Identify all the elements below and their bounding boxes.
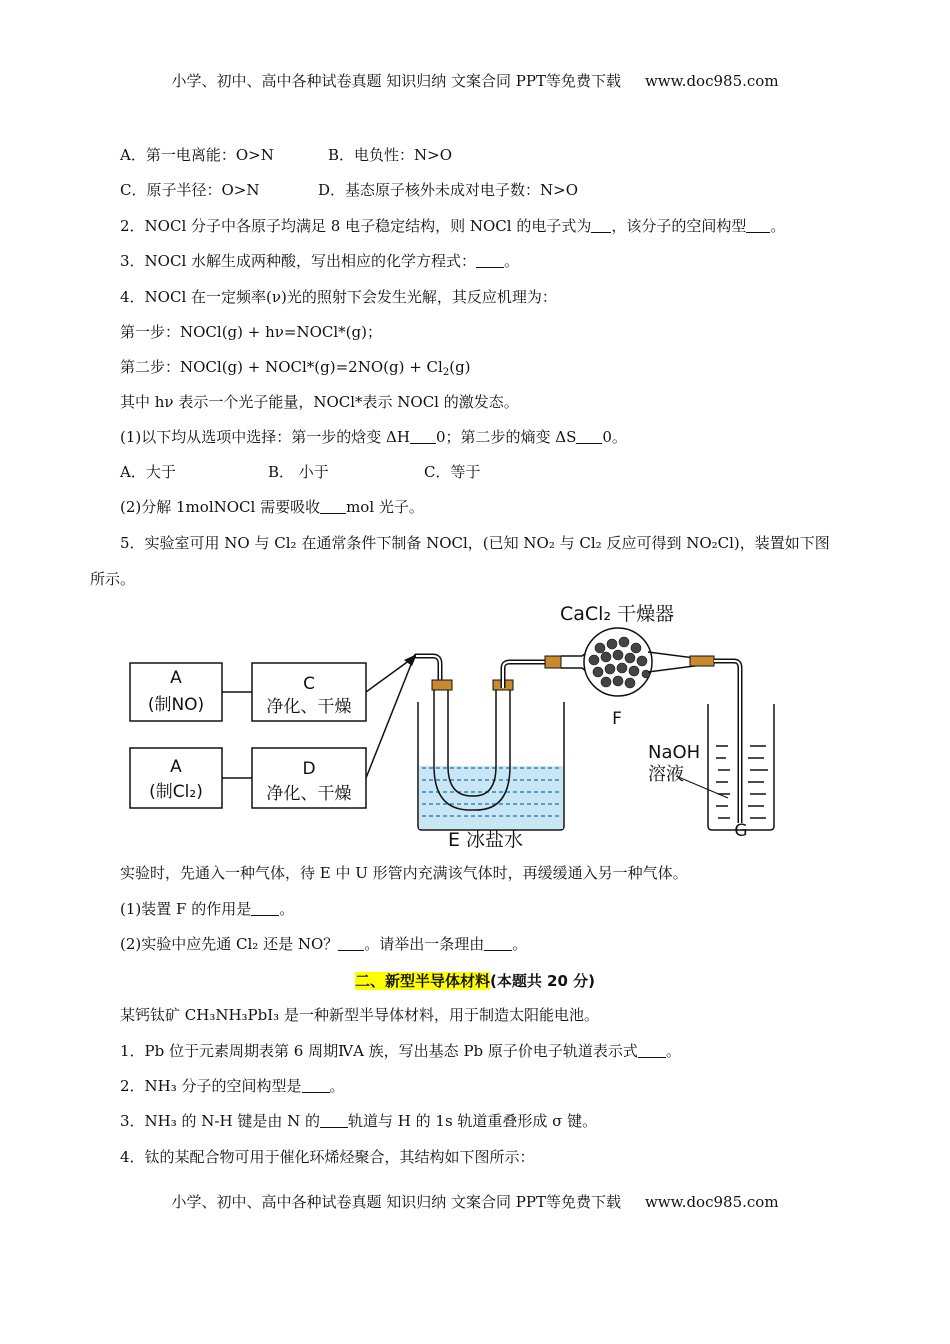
q4-sub2-text: (2)分解 1molNOCl 需要吸收 xyxy=(120,498,321,516)
q3-blank[interactable] xyxy=(476,253,504,268)
box-d-sublabel: 净化、干燥 xyxy=(266,784,352,804)
q5-sub1 xyxy=(120,899,294,919)
s2-q3-text: 轨道与 H 的 1s 轨道重叠形成 σ 键。 xyxy=(348,1112,598,1130)
s2-q3-text: 3．NH₃ 的 N-H 键是由 N 的 xyxy=(120,1112,321,1130)
arrow-d-e xyxy=(366,662,412,778)
s2-intro: 某钙钛矿 CH₃NH₃PbI₃ 是一种新型半导体材料，用于制造太阳能电池。 xyxy=(120,1006,599,1024)
q1-option-c: C．原子半径：O>N xyxy=(120,181,260,199)
q5-blank-reason[interactable] xyxy=(484,936,512,951)
q4-option-b: B． 小于 xyxy=(268,463,329,481)
cacl2-label: CaCl₂ 干燥器 xyxy=(560,603,675,625)
q4-option-a: A．大于 xyxy=(120,463,176,481)
q4-intro: 4．NOCl 在一定频率(ν)光的照射下会发生光解，其反应机理为： xyxy=(120,288,557,306)
q4-sub1-text: 0；第二步的熵变 ΔS xyxy=(435,428,577,446)
footer-site: www.doc985.com xyxy=(644,1193,779,1211)
q1-option-b: B．电负性：N>O xyxy=(328,146,453,164)
s2-q2-text: 2．NH₃ 分子的空间构型是 xyxy=(120,1077,302,1095)
s2-question-3 xyxy=(120,1111,597,1131)
q1-option-d: D．基态原子核外未成对电子数：N>O xyxy=(318,181,579,199)
q4-step2 xyxy=(120,357,471,377)
q5-blank-f[interactable] xyxy=(251,901,279,916)
s2-question-1 xyxy=(120,1041,681,1061)
q5-line2: 所示。 xyxy=(90,570,136,588)
stopper-f-outlet xyxy=(690,656,714,666)
s2-q3-blank[interactable] xyxy=(320,1113,348,1128)
question-2 xyxy=(120,216,785,236)
q4-note: 其中 hν 表示一个光子能量，NOCl*表示 NOCl 的激发态。 xyxy=(120,393,519,411)
label-f: F xyxy=(612,709,622,729)
q4-sub1-text: (1)以下均从选项中选择：第一步的焓变 ΔH xyxy=(120,428,410,446)
q2-text: 。 xyxy=(770,217,786,235)
q5-sub1-text: 。 xyxy=(279,900,295,918)
label-e: E 冰盐水 xyxy=(448,829,524,851)
label-g: G xyxy=(734,821,748,841)
s2-question-4: 4．钛的某配合物可用于催化环烯烃聚合，其结构如下图所示： xyxy=(120,1148,535,1166)
naoh-solution-label: 溶液 xyxy=(648,764,684,785)
q4-step2-text: (g) xyxy=(449,358,471,376)
q4-option-c: C．等于 xyxy=(424,463,481,481)
box-a-no-label: A xyxy=(170,668,182,688)
q4-sub2 xyxy=(120,497,424,517)
q5-sub2-text: 。请举出一条理由 xyxy=(364,935,485,953)
q2-blank-1[interactable] xyxy=(591,218,611,233)
arrow-c-e xyxy=(366,660,410,692)
stopper-f-inlet xyxy=(545,656,561,668)
page-footer xyxy=(0,1191,950,1212)
section-2-title xyxy=(0,970,950,991)
ice-salt-water xyxy=(419,766,563,829)
s2-q1-text: 1．Pb 位于元素周期表第 6 周期ⅣA 族，写出基态 Pb 原子价电子轨道表示式 xyxy=(120,1042,638,1060)
q4-sub1 xyxy=(120,427,627,447)
q4-step2-subscript: 2 xyxy=(442,367,450,378)
s2-q1-blank[interactable] xyxy=(638,1043,666,1058)
s2-question-2 xyxy=(120,1076,345,1096)
tube-to-g xyxy=(714,661,740,823)
q5-sub2-text: 。 xyxy=(512,935,528,953)
q5-line1: 5．实验室可用 NO 与 Cl₂ 在通常条件下制备 NOCl，(已知 NO₂ 与 Cl₂ 反应可得到 NO₂Cl)，装置如下图 xyxy=(120,534,830,552)
naoh-label: NaOH xyxy=(648,742,701,763)
box-c-sublabel: 净化、干燥 xyxy=(266,697,352,717)
q5-sub2 xyxy=(120,934,527,954)
q5-procedure: 实验时，先通入一种气体，待 E 中 U 形管内充满该气体时，再缓缓通入另一种气体。 xyxy=(120,864,688,882)
s2-q2-text: 。 xyxy=(329,1077,345,1095)
s2-q2-blank[interactable] xyxy=(302,1078,330,1093)
footer-text: 小学、初中、高中各种试卷真题 知识归纳 文案合同 PPT等免费下载 xyxy=(171,1193,621,1211)
box-a-cl2-label: A xyxy=(170,757,182,777)
q1-options-row1 xyxy=(120,145,452,165)
q4-sub2-text: mol 光子。 xyxy=(346,498,424,516)
q4-step2-text: 第二步：NOCl(g) + NOCl*(g)=2NO(g) + Cl xyxy=(120,358,443,376)
q4-blank-dh[interactable] xyxy=(410,429,436,444)
box-a-no-sublabel: (制NO) xyxy=(147,695,205,715)
q5-blank-gas[interactable] xyxy=(338,936,364,951)
stopper-left xyxy=(432,680,452,690)
page-header xyxy=(0,70,950,91)
q2-blank-2[interactable] xyxy=(746,218,770,233)
section-2-points: (本题共 20 分) xyxy=(489,972,596,990)
q2-text: 2．NOCl 分子中各原子均满足 8 电子稳定结构，则 NOCl 的电子式为 xyxy=(120,217,592,235)
question-3 xyxy=(120,251,519,271)
q4-sub1-text: 0。 xyxy=(602,428,627,446)
section-2-heading: 二、新型半导体材料 xyxy=(354,972,490,990)
header-text: 小学、初中、高中各种试卷真题 知识归纳 文案合同 PPT等免费下载 xyxy=(171,72,621,90)
q3-text: 3．NOCl 水解生成两种酸，写出相应的化学方程式： xyxy=(120,252,477,270)
box-d-label: D xyxy=(302,759,316,779)
header-site: www.doc985.com xyxy=(644,72,779,90)
q4-step1: 第一步：NOCl(g) + hν=NOCl*(g)； xyxy=(120,323,382,341)
q4-blank-ds[interactable] xyxy=(576,429,602,444)
q5-sub2-text: (2)实验中应先通 Cl₂ 还是 NO？ xyxy=(120,935,339,953)
q4-options xyxy=(120,462,480,482)
s2-q1-text: 。 xyxy=(665,1042,681,1060)
apparatus-diagram xyxy=(120,598,780,853)
q5-sub1-text: (1)装置 F 的作用是 xyxy=(120,900,252,918)
box-c-label: C xyxy=(303,674,315,694)
q1-option-a: A．第一电离能：O>N xyxy=(120,146,274,164)
q1-options-row2 xyxy=(120,180,578,200)
q3-text: 。 xyxy=(504,252,520,270)
q4-blank-photons[interactable] xyxy=(320,499,346,514)
tube-to-g-inner xyxy=(714,661,740,823)
q2-text: ，该分子的空间构型 xyxy=(611,217,747,235)
box-a-cl2-sublabel: (制Cl₂) xyxy=(149,782,203,802)
